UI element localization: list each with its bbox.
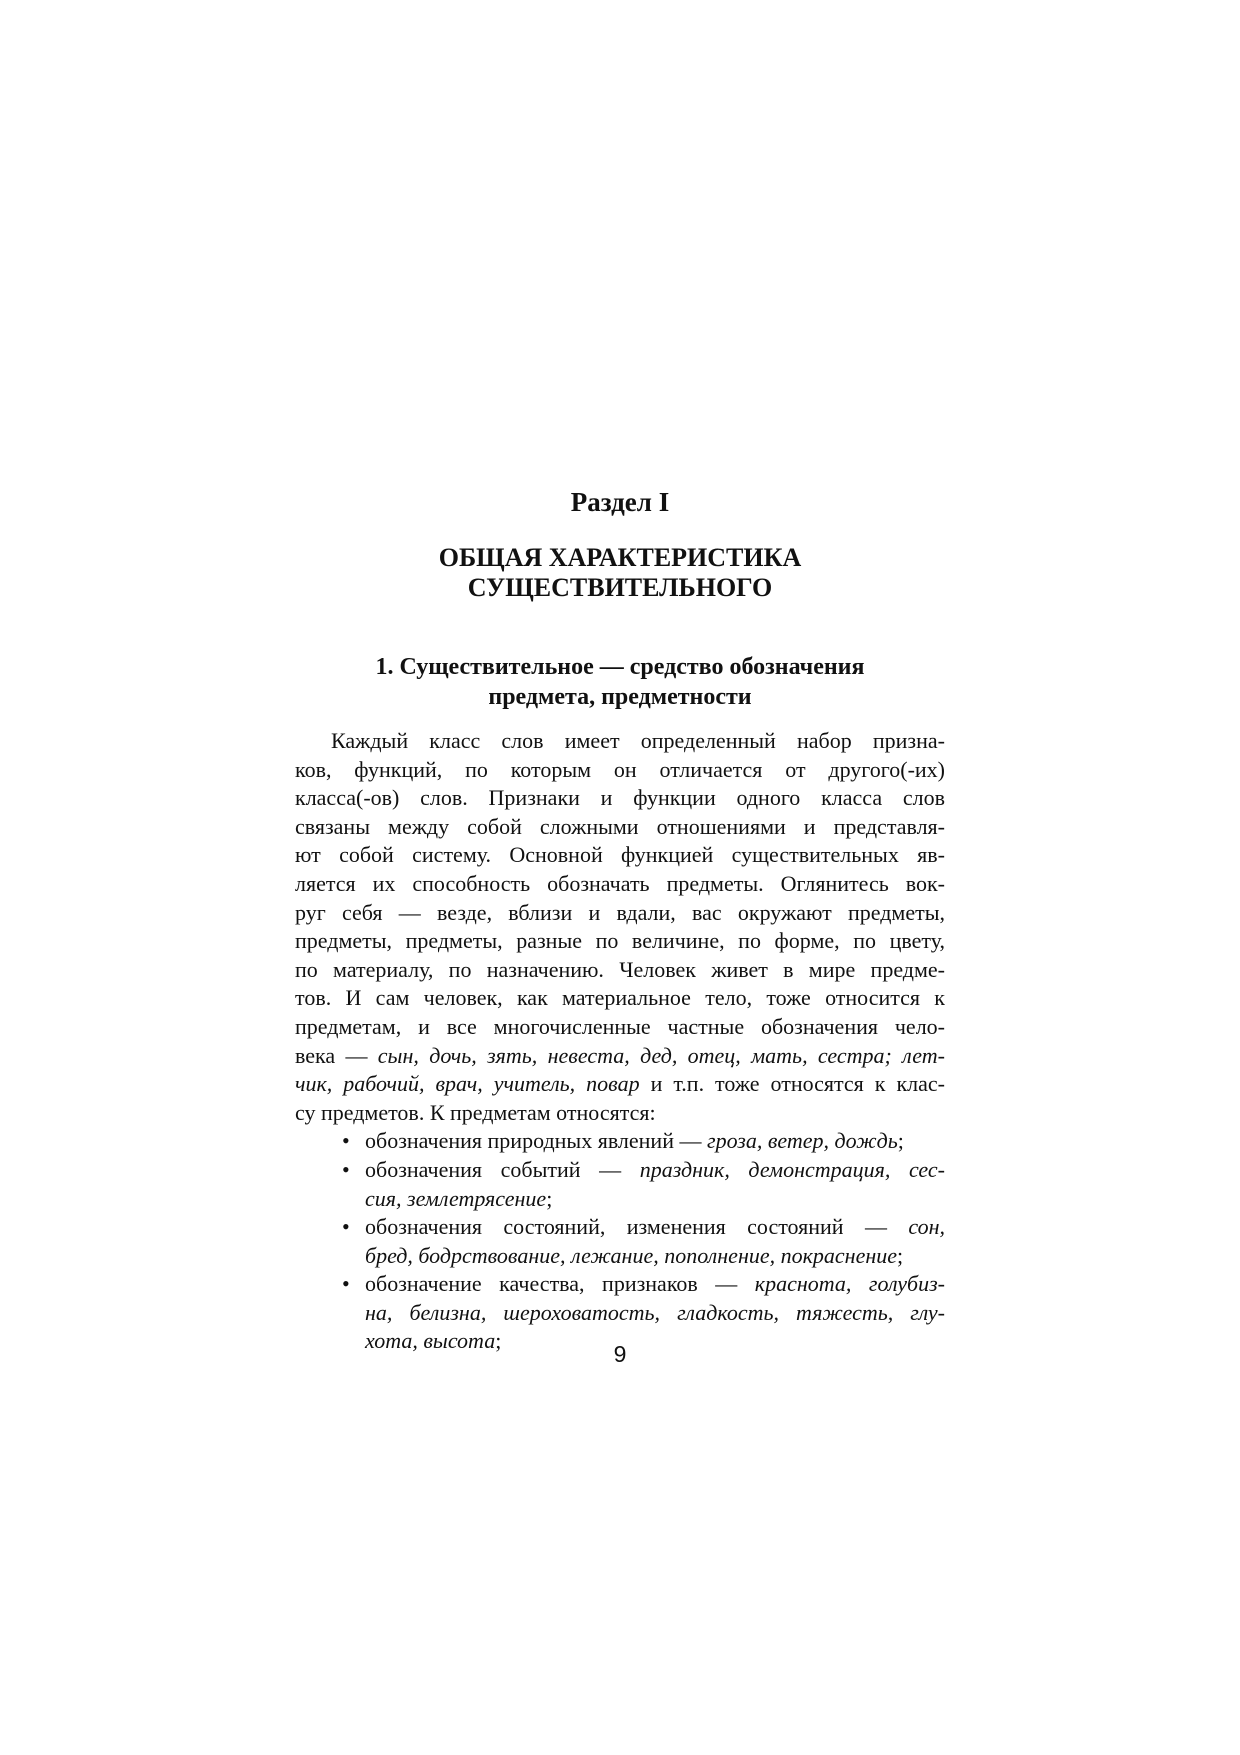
example-words: гроза, ветер, дождь xyxy=(706,1128,898,1154)
list-item-text: обозначение качества, признаков — xyxy=(365,1271,755,1297)
list-item-continuation xyxy=(295,1299,945,1328)
bullet-marker: • xyxy=(342,1214,350,1240)
example-words: краснота, голубиз- xyxy=(754,1271,946,1297)
paragraph-line: ют собой систему. Основной функцией существительных яв- xyxy=(295,842,945,868)
body-text xyxy=(295,727,945,1356)
list-item xyxy=(295,1127,945,1156)
paragraph-line: предметам, и все многочисленные частные обозначения чело- xyxy=(295,1013,945,1039)
list-item-punct: ; xyxy=(546,1185,553,1211)
list-item-continuation xyxy=(295,1242,945,1271)
paragraph-line: класса(-ов) слов. Признаки и функции одного класса слов xyxy=(295,785,945,811)
example-words: сия, землетрясение xyxy=(365,1185,547,1211)
chapter-title-line-2: предмета, предметности xyxy=(488,684,752,710)
example-words: на, белизна, шероховатость, гладкость, тяжесть, глу- xyxy=(365,1299,945,1325)
paragraph-line: по материалу, по назначению. Человек живет в мире предме- xyxy=(295,956,945,982)
list-item xyxy=(295,1213,945,1242)
page-number: 9 xyxy=(613,1341,627,1367)
list-item-text: обозначения природных явлений — xyxy=(365,1128,707,1154)
bullet-marker: • xyxy=(342,1128,350,1154)
list-item xyxy=(295,1156,945,1185)
example-words: бред, бодрствование, лежание, пополнение, покраснение xyxy=(365,1242,898,1268)
paragraph-line: Каждый класс слов имеет определенный набор призна- xyxy=(331,728,945,753)
list-item-text: обозначения состояний, изменения состояний — xyxy=(365,1214,909,1240)
bullet-marker: • xyxy=(342,1271,350,1297)
example-words: сын, дочь, зять, невеста, дед, отец, мать, сестра; лет- xyxy=(377,1042,945,1068)
paragraph-line: тов. И сам человек, как материальное тело, тоже относится к xyxy=(295,985,945,1011)
list-item-punct: ; xyxy=(495,1328,502,1354)
example-words: праздник, демонстрация, сес- xyxy=(639,1156,945,1182)
list-item-continuation xyxy=(295,1185,945,1214)
paragraph-text: и т.п. тоже относятся к клас- xyxy=(639,1071,945,1097)
part-title-line-2: СУЩЕСТВИТЕЛЬНОГО xyxy=(467,573,773,602)
paragraph-line: связаны между собой сложными отношениями и представля- xyxy=(295,813,945,839)
paragraph-line xyxy=(295,1070,945,1099)
chapter-title-line-1: 1. Существительное — средство обозначения xyxy=(375,654,865,680)
list-item xyxy=(295,1270,945,1299)
paragraph-line xyxy=(295,1042,945,1071)
bullet-marker: • xyxy=(342,1156,350,1182)
paragraph-line: предметы, предметы, разные по величине, по форме, по цвету, xyxy=(295,928,945,954)
example-words: чик, рабочий, врач, учитель, повар xyxy=(295,1071,640,1097)
section-label: Раздел I xyxy=(570,487,670,517)
paragraph-text: века — xyxy=(295,1042,378,1068)
paragraph-line: су предметов. К предметам относятся: xyxy=(295,1099,656,1125)
part-title-line-1: ОБЩАЯ ХАРАКТЕРИСТИКА xyxy=(438,543,802,572)
list-item-text: обозначения событий — xyxy=(365,1156,640,1182)
example-words: сон, xyxy=(908,1214,945,1240)
paragraph-line: ляется их способность обозначать предметы. Оглянитесь вок- xyxy=(295,870,945,896)
list-item-punct: ; xyxy=(897,1242,904,1268)
paragraph-line: руг себя — везде, вблизи и вдали, вас окружают предметы, xyxy=(295,899,945,925)
chapter-title xyxy=(0,652,1240,712)
list-item-punct: ; xyxy=(897,1128,904,1154)
paragraph-line: ков, функций, по которым он отличается от другого(-их) xyxy=(295,756,945,782)
part-title xyxy=(0,543,1240,603)
example-words: хота, высота xyxy=(365,1328,496,1354)
